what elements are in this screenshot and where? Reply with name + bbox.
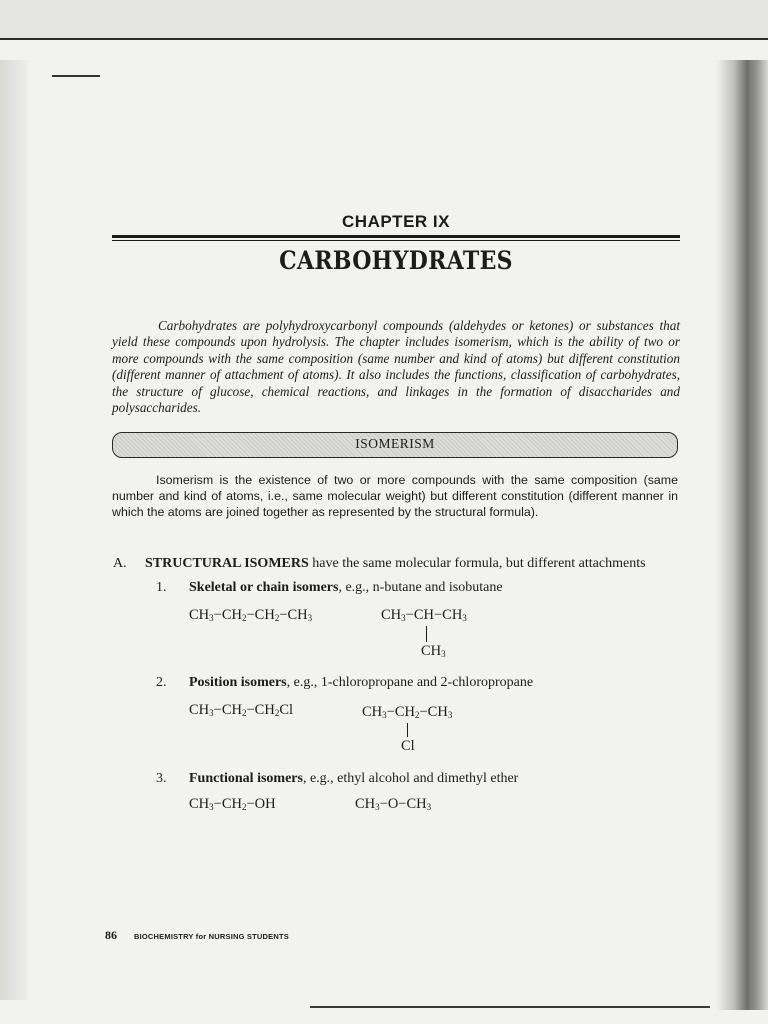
item-number: 1. — [156, 580, 167, 595]
bond-line — [426, 626, 427, 642]
item-number: 2. — [156, 675, 167, 690]
title-rule-thick — [112, 235, 680, 238]
item-heading: Skeletal or chain isomers — [189, 580, 339, 595]
definition-paragraph — [112, 472, 678, 521]
section-letter: A. — [113, 556, 127, 571]
item-line — [189, 771, 659, 787]
item-description: , e.g., 1-chloropropane and 2-chloropropane — [286, 675, 534, 690]
page-left-edge — [0, 60, 28, 1000]
intro-text: Carbohydrates are polyhydroxycarbonyl compounds (aldehydes or ketones) or substances that yield these compounds upon hydrolysis. The chapter includes isomerism, which is the ability of two or more compounds with the same composition (same number and kind of atoms) but different constitution (different manner of attachment of atoms). It also includes the functions, classification of carbohydrates, the structure of glucose, chemical reactions, and linkages in the formation of disaccharides and polysaccharides. — [112, 318, 680, 416]
definition-text: Isomerism is the existence of two or more compounds with the same composition (same number and kind of atoms, i.e., same molecular weight) but different constitution (different manner in which the atoms are joined together as represented by the structural formula). — [112, 473, 678, 520]
page-binding-shadow — [716, 60, 768, 1010]
formula-2-chloropropane-branch: Cl — [401, 738, 415, 754]
book-page — [0, 40, 768, 1024]
formula-isobutane: $CH_3-CH-CH_3$ — [381, 607, 467, 623]
section-description: have the same molecular formula, but different attachments — [308, 556, 646, 571]
formula-n-butane: $CH_3-CH_2-CH_2-CH_3$ — [189, 607, 313, 623]
item-description: , e.g., ethyl alcohol and dimethyl ether — [302, 771, 519, 786]
intro-paragraph — [112, 318, 680, 416]
section-heading: STRUCTURAL ISOMERS — [145, 556, 309, 571]
item-heading: Position isomers — [189, 675, 287, 690]
formula-dimethyl-ether: $CH_3-O-CH_3$ — [355, 796, 432, 812]
corner-mark — [52, 75, 100, 77]
title-rule-thin — [112, 240, 680, 241]
formula-1-chloropropane: $CH_3-CH_2-CH_2Cl$ — [189, 702, 294, 718]
chapter-label: CHAPTER IX — [342, 212, 450, 231]
formula-isobutane-branch: $CH_3$ — [421, 643, 446, 659]
bottom-rule — [310, 1006, 710, 1008]
section-heading-line — [145, 556, 685, 572]
item-line — [189, 675, 659, 691]
item-line — [189, 580, 659, 596]
item-heading: Functional isomers — [189, 771, 303, 786]
formula-2-chloropropane: $CH_3-CH_2-CH_3$ — [362, 704, 453, 720]
bond-line — [407, 723, 408, 737]
formula-ethyl-alcohol: $CH_3-CH_2-OH$ — [189, 796, 276, 812]
item-description: , e.g., n-butane and isobutane — [338, 580, 503, 595]
chapter-title: CARBOHYDRATES — [279, 246, 513, 276]
page-number: 86 — [105, 928, 117, 942]
running-footer: BIOCHEMISTRY for NURSING STUDENTS — [134, 932, 289, 941]
item-number: 3. — [156, 771, 167, 786]
section-banner-label: ISOMERISM — [355, 436, 435, 451]
scan-top-band — [0, 0, 768, 40]
